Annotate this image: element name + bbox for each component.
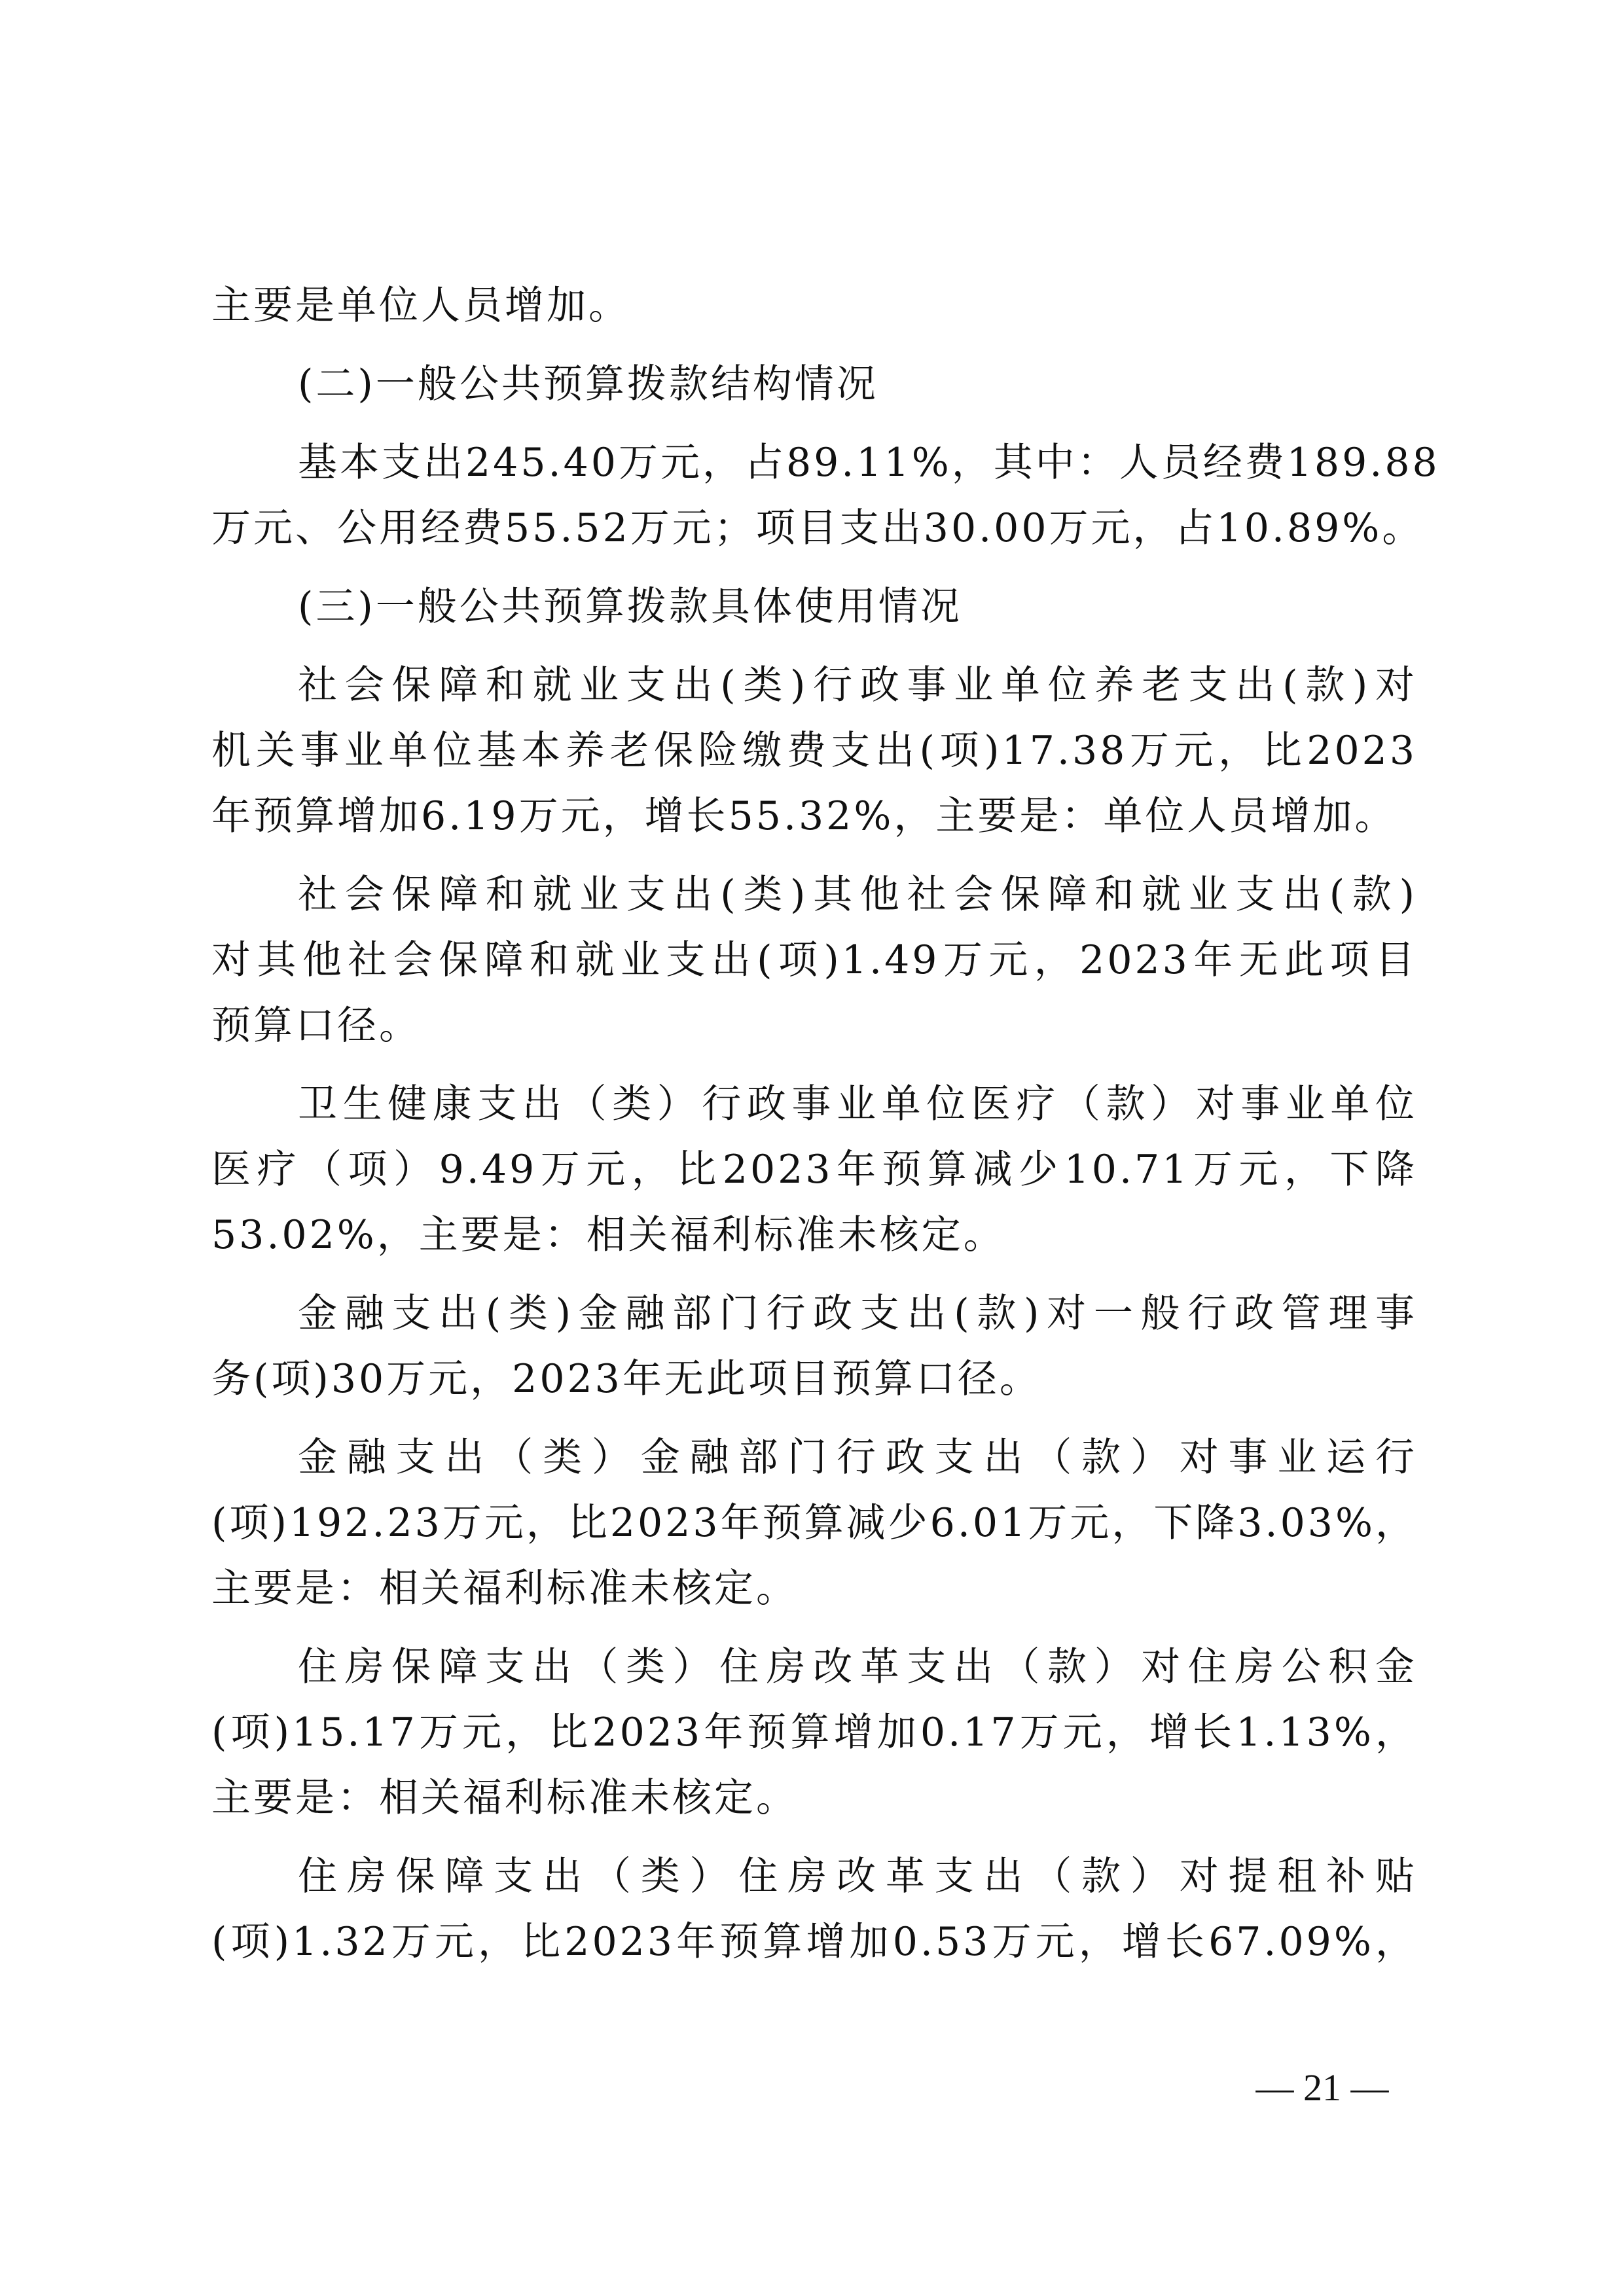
body-line: 社会保障和就业支出(类)其他社会保障和就业支出(款) (298, 872, 1417, 918)
body-line: 万元、公用经费55.52万元；项目支出30.00万元，占10.89%。 (211, 505, 1424, 551)
body-line: 主要是：相关福利标准未核定。 (211, 1566, 798, 1611)
body-line: 主要是：相关福利标准未核定。 (211, 1775, 798, 1821)
body-line: 主要是单位人员增加。 (211, 283, 630, 329)
body-line: 机关事业单位基本养老保险缴费支出(项)17.38万元，比2023 (211, 728, 1417, 774)
section-heading: (二)一般公共预算拨款结构情况 (298, 361, 878, 407)
body-line: (项)15.17万元，比2023年预算增加0.17万元，增长1.13%， (211, 1710, 1417, 1755)
body-line: 住房保障支出（类）住房改革支出（款）对提租补贴 (298, 1854, 1417, 1899)
body-line: 社会保障和就业支出(类)行政事业单位养老支出(款)对 (298, 662, 1417, 708)
body-line: (项)192.23万元，比2023年预算减少6.01万元，下降3.03%， (211, 1500, 1417, 1546)
body-line: 医疗（项）9.49万元，比2023年预算减少10.71万元，下降 (211, 1147, 1417, 1193)
body-line: 预算口径。 (211, 1003, 421, 1049)
body-line: (项)1.32万元，比2023年预算增加0.53万元，增长67.09%， (211, 1919, 1417, 1965)
body-line: 对其他社会保障和就业支出(项)1.49万元，2023年无此项目 (211, 937, 1417, 983)
body-line: 53.02%，主要是：相关福利标准未核定。 (211, 1212, 1005, 1258)
body-line: 卫生健康支出（类）行政事业单位医疗（款）对事业单位 (298, 1081, 1417, 1127)
body-line: 住房保障支出（类）住房改革支出（款）对住房公积金 (298, 1644, 1417, 1690)
body-line: 金融支出(类)金融部门行政支出(款)对一般行政管理事 (298, 1291, 1417, 1336)
page-number: — 21 — (1255, 2066, 1389, 2109)
body-line: 年预算增加6.19万元，增长55.32%，主要是：单位人员增加。 (211, 793, 1397, 839)
body-line: 务(项)30万元，2023年无此项目预算口径。 (211, 1356, 1041, 1402)
section-heading: (三)一般公共预算拨款具体使用情况 (298, 584, 962, 630)
body-line: 金融支出（类）金融部门行政支出（款）对事业运行 (298, 1435, 1417, 1480)
body-line: 基本支出245.40万元，占89.11%，其中：人员经费189.88 (298, 440, 1440, 486)
